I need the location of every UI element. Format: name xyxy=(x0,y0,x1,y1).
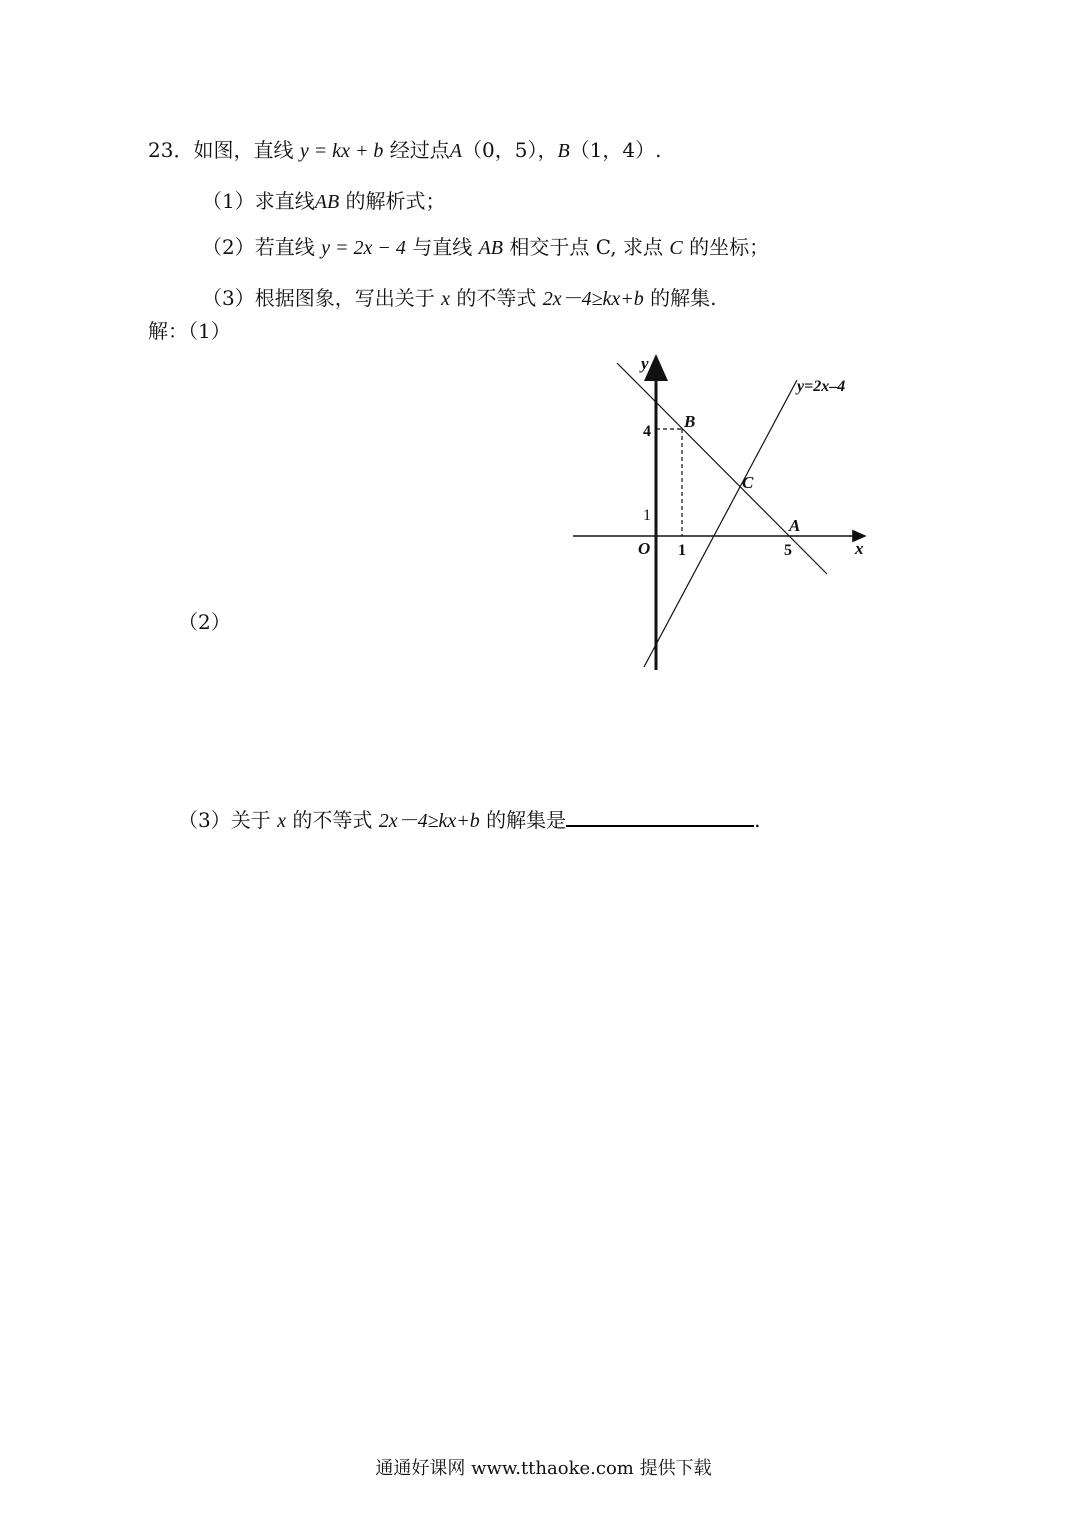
point-b-label: B xyxy=(684,412,696,431)
part-3-suffix: 的解集是 xyxy=(486,808,567,832)
part-3 xyxy=(202,285,717,312)
answer-blank[interactable] xyxy=(566,805,754,827)
part-2-text-a: 若直线 xyxy=(254,235,315,259)
intro-text-1: 如图，直线 xyxy=(193,138,294,162)
solution-part-2-tag: （2） xyxy=(178,610,231,634)
part-1-math: AB xyxy=(314,191,340,213)
solution-part-3 xyxy=(178,805,761,834)
origin-label: O xyxy=(638,539,651,558)
part-1 xyxy=(202,188,446,215)
problem-number: 23． xyxy=(148,138,194,162)
part-1-text-b: 的解析式； xyxy=(345,189,446,213)
point-c-label: C xyxy=(742,473,754,492)
problem-statement xyxy=(148,137,662,164)
part-3-math: x xyxy=(441,288,450,310)
tick-y-1: 1 xyxy=(643,507,651,524)
axis-y-label: y xyxy=(641,354,649,373)
part-1-text-a: 求直线 xyxy=(254,189,315,213)
point-b-label: B xyxy=(557,140,570,162)
solution-label: 解：（1） xyxy=(148,319,231,343)
part-2-text-b: 与直线 xyxy=(412,235,473,259)
line-equation-label: y=2x–4 xyxy=(797,378,846,395)
part-3-math2: 2x－4≥kx+b xyxy=(542,288,644,310)
coordinate-figure xyxy=(560,345,880,685)
part-1-tag: （1） xyxy=(202,189,255,213)
part-3-expr: 2x－4≥kx+b xyxy=(378,810,480,832)
part-3-mid: 的不等式 xyxy=(292,808,373,832)
point-b-coords: （1，4）. xyxy=(569,138,662,162)
part-2-text-c: 相交于点 C, 求点 xyxy=(509,235,664,259)
part-3-tag: （3） xyxy=(202,286,255,310)
line-y-2x-4 xyxy=(644,380,797,667)
tick-y-4: 4 xyxy=(643,423,651,440)
part-3-prefix: （3）关于 xyxy=(178,808,271,832)
part-3-end: . xyxy=(754,808,761,832)
part-2-math3: C xyxy=(669,237,683,259)
part-2-text-d: 的坐标； xyxy=(689,235,770,259)
intro-text-2: 经过点 xyxy=(389,138,450,162)
part-3-text-b: 的不等式 xyxy=(456,286,537,310)
part-3-var: x xyxy=(277,810,286,832)
tick-x-1: 1 xyxy=(678,542,686,559)
axis-x-label: x xyxy=(855,539,864,558)
point-a-label: A xyxy=(789,516,801,535)
part-3-text-a: 根据图象，写出关于 xyxy=(254,286,435,310)
tick-x-5: 5 xyxy=(784,542,792,559)
part-2 xyxy=(202,234,769,261)
part-3-text-c: 的解集. xyxy=(650,286,717,310)
part-2-math2: AB xyxy=(478,237,503,259)
part-2-tag: （2） xyxy=(202,235,255,259)
main-equation: y = kx + b xyxy=(299,140,384,162)
point-a-coords: （0，5）， xyxy=(462,138,558,162)
footer: 通通好课网 www.tthaoke.com 提供下载 xyxy=(375,1458,712,1479)
point-a-label: A xyxy=(449,140,463,162)
part-2-math: y = 2x − 4 xyxy=(321,237,406,259)
